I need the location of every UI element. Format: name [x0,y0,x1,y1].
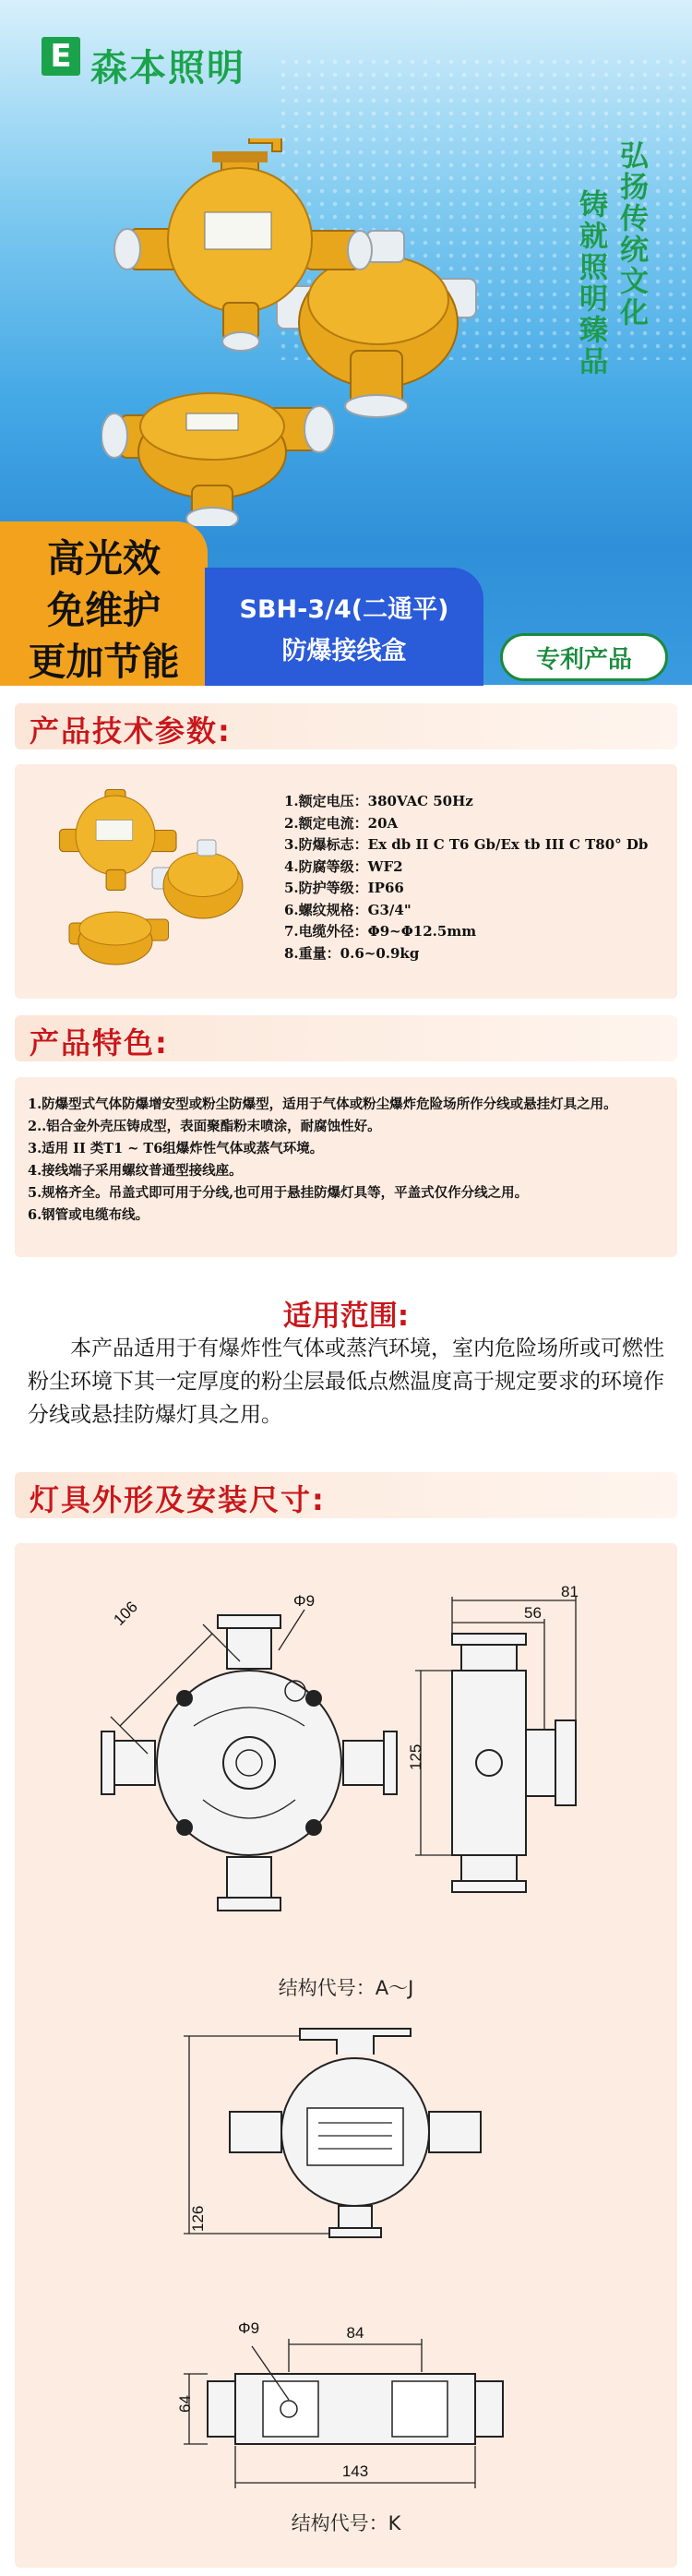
specs-product-photo [51,789,258,974]
dim2-label-height-side: 64 [176,2395,194,2413]
spec-item: 1.额定电压：380VAC 50Hz [284,793,473,809]
spec-item: 7.电缆外径：Φ9~Φ12.5mm [284,923,477,940]
feature-item: 3.适用 II 类T1 ~ T6组爆炸性气体或蒸气环境。 [28,1141,324,1156]
dim2-label-height: 126 [189,2205,207,2232]
brand-logo-icon: E [42,37,80,76]
features-section-title: 产品特色: [30,1025,169,1060]
model-subtitle: 防爆接线盒 [281,637,407,665]
badge-line-3: 更加节能 [28,640,180,684]
dimension-drawing-k [157,2021,544,2520]
feature-item: 6.钢管或电缆布线。 [28,1207,149,1223]
spec-item: 6.螺纹规格：G3/4" [284,901,412,918]
spec-item: 8.重量：0.6~0.9kg [284,944,420,962]
product-photo [101,138,535,526]
dim2-label-hole: Φ9 [238,2319,260,2337]
spec-item: 4.防腐等级：WF2 [284,857,403,875]
dim-label-hole: Φ9 [293,1592,316,1610]
dim-label-height: 125 [407,1743,424,1770]
spec-item: 2.额定电流：20A [284,814,399,832]
scope-description: 本产品适用于有爆炸性气体或蒸汽环境，室内危险场所或可燃性粉尘环境下其一定厚度的粉尘层最低点燃温度高于规定要求的环境作分线或悬挂防爆灯具之用。 [28,1336,664,1427]
specs-list [284,791,648,965]
dim2-label-width-top: 84 [346,2324,364,2342]
dim-label-width-outer: 81 [561,1583,579,1600]
badge-line-2: 免维护 [47,588,161,632]
spec-item: 5.防护等级：IP66 [284,880,404,896]
drawing-k-caption: 结构代号：K [291,2512,401,2534]
feature-item: 2..铝合金外壳压铸成型，表面聚酯粉末喷涂，耐腐蚀性好。 [28,1119,381,1134]
badge-line-1: 高光效 [47,536,161,581]
dimensions-section-title: 灯具外形及安装尺寸: [30,1482,326,1517]
brand-name: 森本照明 [90,47,245,90]
specs-section-title: 产品技术参数: [30,713,232,749]
patent-badge: 专利产品 [500,633,668,681]
feature-item: 4.接线端子采用螺纹普通型接线座。 [28,1163,243,1179]
dim-label-diag: 106 [110,1598,141,1629]
model-panel [205,568,483,686]
features-list [28,1094,664,1227]
drawing-a-j-caption: 结构代号：A～J [278,1977,414,1999]
feature-item: 5.规格齐全。吊盖式即可用于分线,也可用于悬挂防爆灯具等，平盖式仅作分线之用。 [28,1185,529,1201]
slogan-line-1: 弘扬传统文化 [614,140,648,329]
feature-item: 1.防爆型式气体防爆增安型或粉尘防爆型，适用于气体或粉尘爆炸危险场所作分线或悬挂灯具之用。 [28,1096,617,1112]
dim2-label-width-total: 143 [341,2462,369,2480]
slogan-line-2: 铸就照明臻品 [574,189,607,377]
dim-label-width-inner: 56 [524,1604,542,1622]
spec-item: 3.防爆标志：Ex db II C T6 Gb/Ex tb III C T80° Db [284,836,649,853]
model-title: SBH-3/4(二通平) [239,595,449,624]
dimension-drawing-a-j [55,1569,637,1957]
scope-section-title: 适用范围: [282,1300,410,1333]
